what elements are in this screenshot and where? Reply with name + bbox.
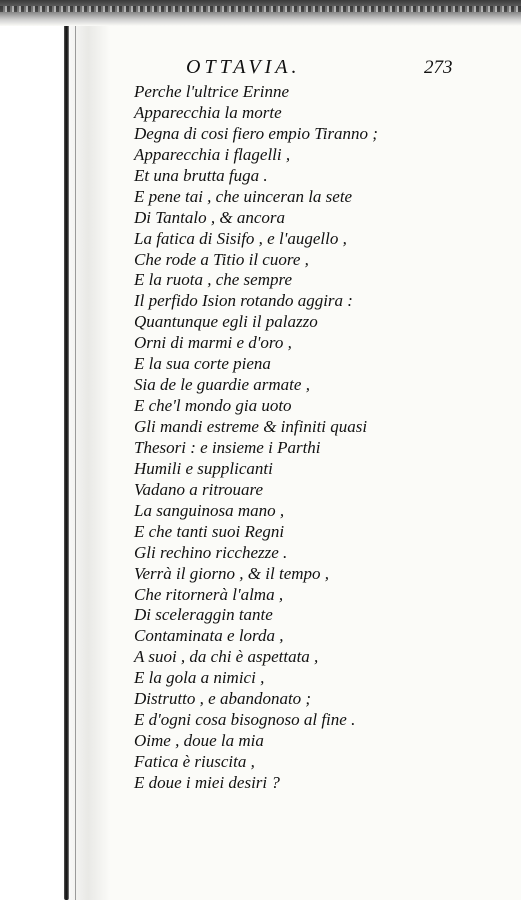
verse-line: Perche l'ultrice Erinne xyxy=(134,82,290,101)
verse-line: Il perfido Ision rotando aggira : xyxy=(134,291,353,311)
verse-line: E che tanti suoi Regni xyxy=(134,521,285,541)
verse-line: Distrutto , e abandonato ; xyxy=(134,689,312,709)
verse-line: E pene tai , che uinceran la sete xyxy=(134,186,353,206)
verse-line: Oime , doue la mia xyxy=(134,731,264,751)
verse-line: Verrà il giorno , & il tempo , xyxy=(134,563,330,583)
verse-line: Et una brutta fuga . xyxy=(134,165,268,185)
page-top-edge xyxy=(0,0,521,26)
verse-line: Gli rechino ricchezze . xyxy=(134,542,288,562)
verse-line: Apparecchia i flagelli , xyxy=(134,144,291,164)
verse-line: Di Tantalo , & ancora xyxy=(134,207,285,227)
verse-line: Degna di cosi fiero empio Tiranno ; xyxy=(134,123,378,143)
binding-gutter xyxy=(0,0,110,900)
verse-line: E la gola a nimici , xyxy=(134,668,265,688)
verse-line: E che'l mondo gia uoto xyxy=(134,396,292,416)
verse-line: Quantunque egli il palazzo xyxy=(134,312,318,332)
verse-line: Sia de le guardie armate , xyxy=(134,375,310,395)
verse-line: E d'ogni cosa bisognoso al fine . xyxy=(134,710,356,730)
verse-line: E la sua corte piena xyxy=(134,354,271,374)
verse-line: Apparecchia la morte xyxy=(134,102,282,122)
verse-line: Orni di marmi e d'oro , xyxy=(134,333,292,353)
verse-line: Di sceleraggin tante xyxy=(134,605,273,625)
verse-line: Fatica è riuscita , xyxy=(134,752,255,771)
verse-line: Contaminata e lorda , xyxy=(134,626,284,646)
verse-line: Vadano a ritrouare xyxy=(134,479,264,499)
verse-line: E doue i miei desiri ? xyxy=(134,772,280,792)
binding-shadow xyxy=(64,10,69,900)
binding-crease xyxy=(75,24,76,900)
running-head: OTTAVIA. xyxy=(186,56,301,78)
verse-line: Humili e supplicanti xyxy=(134,458,273,478)
verse-line: A suoi , da chi è aspettata , xyxy=(134,647,319,667)
page-number: 273 xyxy=(424,57,453,78)
verse-line: La fatica di Sisifo , e l'augello , xyxy=(134,228,347,248)
verse-line: Gli mandi estreme & infiniti quasi xyxy=(134,417,368,436)
verse-line: Che ritornerà l'alma , xyxy=(134,584,284,604)
verse-line: E la ruota , che sempre xyxy=(134,270,293,290)
verse-text xyxy=(134,82,378,794)
verse-line: Che rode a Titio il cuore , xyxy=(134,249,309,269)
verse-line: La sanguinosa mano , xyxy=(134,500,285,520)
verse-line: Thesori : e insieme i Parthi xyxy=(134,437,321,457)
